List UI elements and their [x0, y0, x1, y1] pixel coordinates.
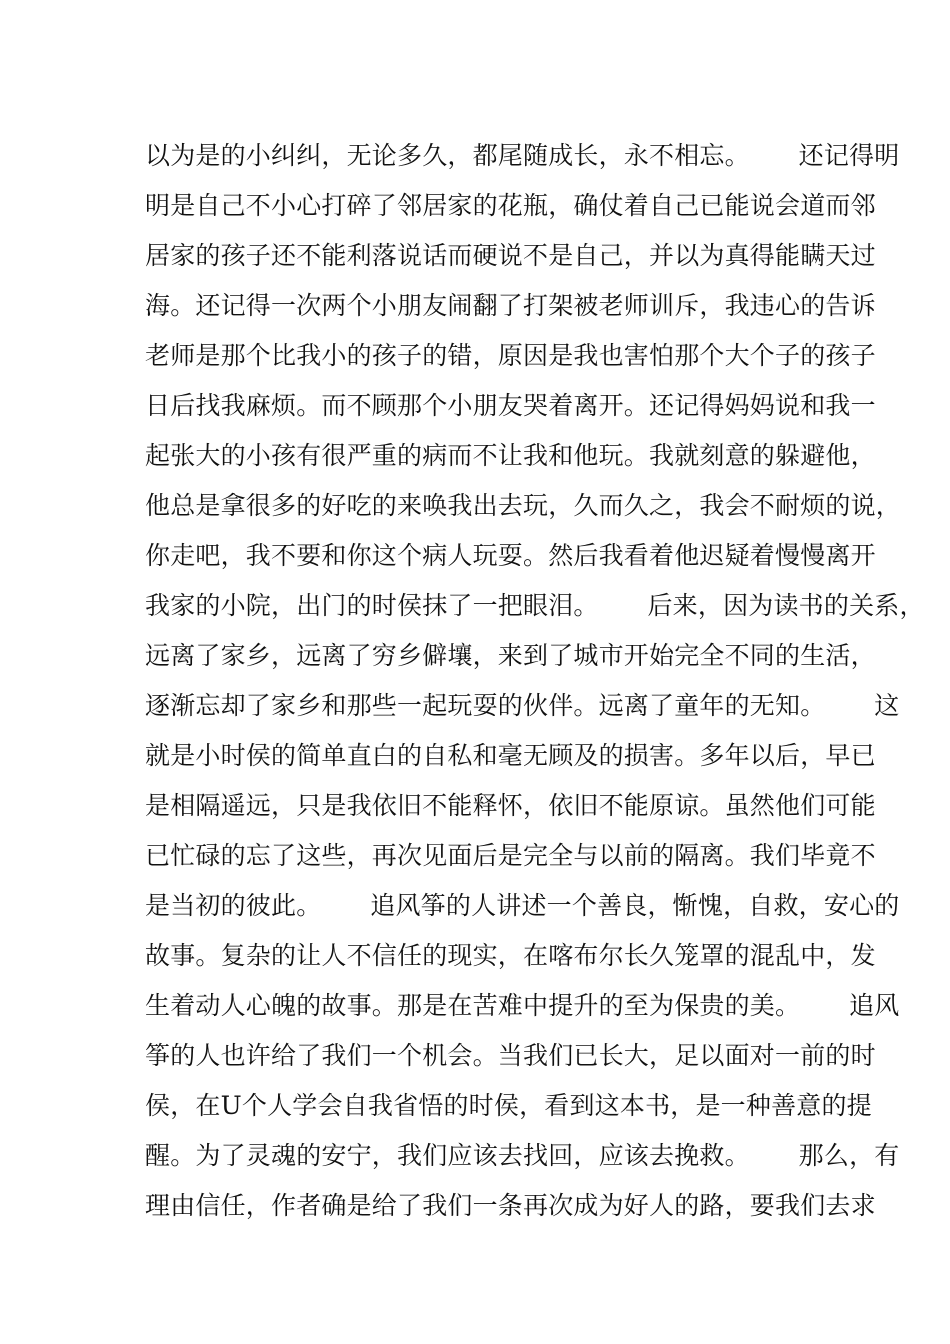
text-line: 远离了家乡，远离了穷乡僻壤，来到了城市开始完全不同的生活，	[145, 641, 876, 670]
text-line: 你走吧，我不要和你这个病人玩耍。然后我看着他迟疑着慢慢离开	[145, 541, 876, 570]
text-line: 筝的人也许给了我们一个机会。当我们已长大，足以面对一前的时	[145, 1041, 876, 1070]
body-text	[145, 131, 925, 1231]
text-line: 起张大的小孩有很严重的病而不让我和他玩。我就刻意的躲避他，	[145, 441, 876, 470]
text-line: 是相隔遥远，只是我依旧不能释怀，依旧不能原谅。虽然他们可能	[145, 791, 876, 820]
text-line: 已忙碌的忘了这些，再次见面后是完全与以前的隔离。我们毕竟不	[145, 841, 876, 870]
text-line: 生着动人心魄的故事。那是在苦难中提升的至为保贵的美。 追风	[145, 991, 900, 1020]
text-line: 侯，在U个人学会自我省悟的时侯，看到这本书，是一种善意的提	[145, 1091, 872, 1120]
text-line: 逐渐忘却了家乡和那些一起玩耍的伙伴。远离了童年的无知。 这	[145, 691, 900, 720]
text-line: 老师是那个比我小的孩子的错，原因是我也害怕那个大个子的孩子	[145, 341, 876, 370]
text-line: 醒。为了灵魂的安宁，我们应该去找回，应该去挽救。 那么，有	[145, 1141, 900, 1170]
text-line: 以为是的小纠纠，无论多久，都尾随成长，永不相忘。 还记得明	[145, 141, 900, 170]
text-line: 故事。复杂的让人不信任的现实，在喀布尔长久笼罩的混乱中，发	[145, 941, 876, 970]
text-line: 我家的小院，出门的时侯抹了一把眼泪。 后来，因为读书的关系，	[145, 591, 925, 620]
text-line: 海。还记得一次两个小朋友闹翻了打架被老师训斥，我违心的告诉	[145, 291, 876, 320]
text-line: 就是小时侯的简单直白的自私和毫无顾及的损害。多年以后，早已	[145, 741, 876, 770]
text-line: 日后找我麻烦。而不顾那个小朋友哭着离开。还记得妈妈说和我一	[145, 391, 876, 420]
text-line: 他总是拿很多的好吃的来唤我出去玩，久而久之，我会不耐烦的说，	[145, 491, 902, 520]
text-line: 居家的孩子还不能利落说话而硬说不是自己，并以为真得能瞒天过	[145, 241, 876, 270]
text-line: 理由信任，作者确是给了我们一条再次成为好人的路，要我们去求	[145, 1191, 876, 1220]
text-line: 明是自己不小心打碎了邻居家的花瓶，确仗着自己已能说会道而邻	[145, 191, 876, 220]
text-line: 是当初的彼此。 追风筝的人讲述一个善良，惭愧，自救，安心的	[145, 891, 900, 920]
